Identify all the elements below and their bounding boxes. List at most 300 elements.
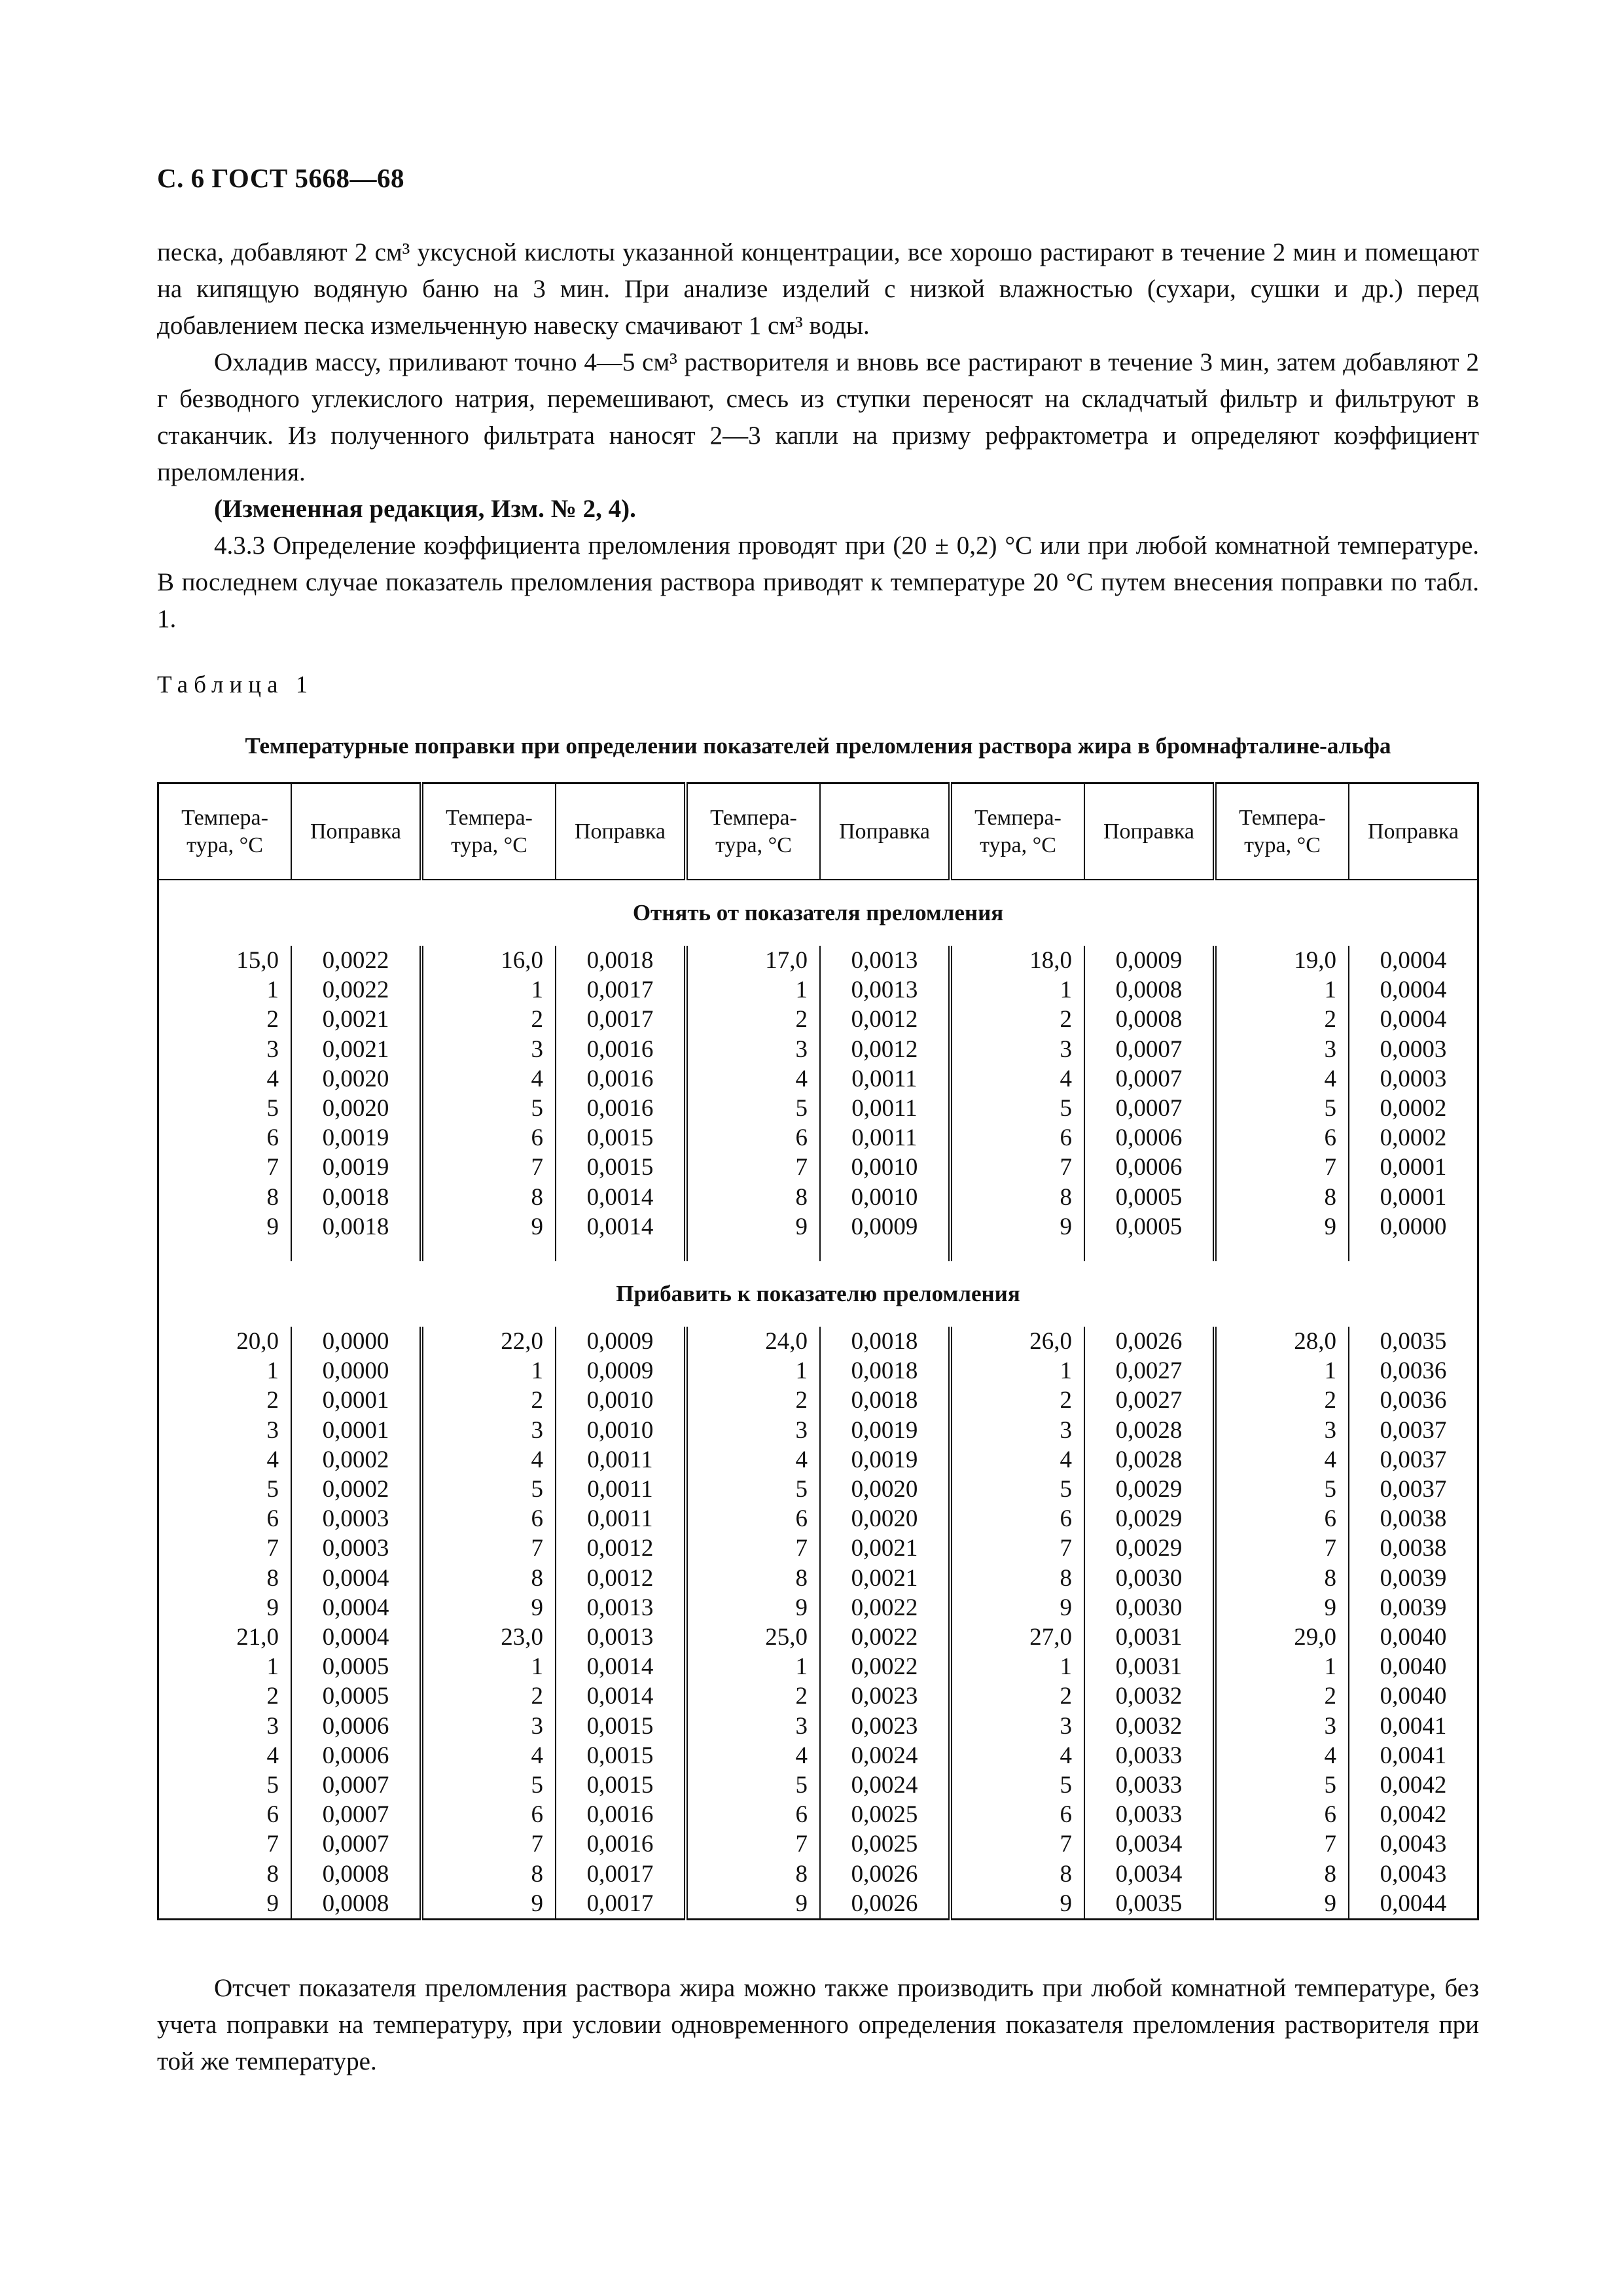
temperature-cell: 2	[686, 1386, 820, 1415]
temperature-cell: 4	[950, 1064, 1084, 1094]
temperature-cell: 5	[686, 1475, 820, 1504]
temperature-cell: 5	[1215, 1770, 1349, 1800]
temperature-cell: 2	[950, 1386, 1084, 1415]
correction-cell: 0,0011	[820, 1123, 950, 1153]
temperature-cell: 5	[158, 1094, 292, 1123]
table-row	[158, 946, 1478, 975]
correction-cell: 0,0010	[556, 1416, 686, 1445]
section-title: Отнять от показателя преломления	[632, 900, 1004, 926]
temperature-cell: 7	[1215, 1153, 1349, 1182]
temperature-cell: 5	[421, 1770, 556, 1800]
correction-cell: 0,0025	[820, 1829, 950, 1859]
temperature-cell: 2	[686, 1005, 820, 1034]
temperature-cell: 6	[421, 1800, 556, 1829]
temperature-cell: 5	[686, 1094, 820, 1123]
footer-paragraph: Отсчет показателя преломления раствора жира можно также производить при любой комнатной температуре, без учета поправки на температуру, при условии одновременного определения показателя преломления растворителя при той же температуре.	[157, 1974, 1479, 2075]
temperature-cell: 7	[158, 1534, 292, 1563]
temperature-cell: 2	[421, 1681, 556, 1711]
correction-cell: 0,0003	[291, 1504, 421, 1534]
correction-cell: 0,0036	[1380, 1357, 1447, 1385]
correction-cell: 0,0037	[1380, 1446, 1447, 1473]
temperature-cell: 2	[950, 1005, 1084, 1034]
correction-cell: 0,0007	[1084, 1064, 1215, 1094]
correction-cell: 0,0031	[1084, 1652, 1215, 1681]
correction-cell: 0,0018	[291, 1212, 421, 1242]
header-correction: Поправка	[291, 783, 421, 880]
correction-cell: 0,0021	[291, 1005, 421, 1034]
temperature-cell: 4	[421, 1064, 556, 1094]
temperature-cell: 8	[158, 1183, 292, 1212]
correction-cell: 0,0035	[1380, 1328, 1447, 1355]
table-row	[158, 1035, 1478, 1064]
temperature-cell: 19,0	[1215, 946, 1349, 975]
temperature-cell: 7	[158, 1153, 292, 1182]
temperature-cell: 1	[421, 1652, 556, 1681]
table-row	[158, 1741, 1478, 1770]
correction-cell: 0,0009	[1084, 946, 1215, 975]
temperature-cell: 4	[158, 1064, 292, 1094]
table-label: Таблица 1	[157, 672, 314, 698]
temperature-cell: 9	[1215, 1889, 1349, 1920]
temperature-cell: 7	[950, 1534, 1084, 1563]
correction-cell: 0,0010	[820, 1183, 950, 1212]
correction-cell: 0,0004	[291, 1593, 421, 1623]
table-row	[158, 1183, 1478, 1212]
correction-cell: 0,0026	[1084, 1327, 1215, 1356]
temperature-cell: 24,0	[686, 1327, 820, 1356]
table-row	[158, 1800, 1478, 1829]
temperature-cell: 4	[950, 1445, 1084, 1475]
correction-cell: 0,0022	[291, 975, 421, 1005]
temperature-cell: 2	[158, 1005, 292, 1034]
correction-cell: 0,0008	[1084, 1005, 1215, 1034]
header-correction: Поправка	[1084, 783, 1215, 880]
page-header: С. 6 ГОСТ 5668—68	[157, 163, 405, 193]
temperature-cell: 1	[158, 1356, 292, 1386]
temperature-cell: 3	[950, 1416, 1084, 1445]
correction-cell: 0,0022	[820, 1623, 950, 1652]
correction-cell: 0,0007	[291, 1829, 421, 1859]
correction-cell: 0,0003	[1380, 1065, 1447, 1092]
temperature-cell: 1	[421, 975, 556, 1005]
correction-cell: 0,0006	[291, 1712, 421, 1741]
correction-cell: 0,0017	[556, 1889, 686, 1920]
temperature-cell: 26,0	[950, 1327, 1084, 1356]
temperature-cell: 4	[950, 1741, 1084, 1770]
temperature-cell: 16,0	[421, 946, 556, 975]
table-row	[158, 1652, 1478, 1681]
correction-cell: 0,0012	[556, 1534, 686, 1563]
temperature-cell: 9	[158, 1593, 292, 1623]
temperature-cell: 1	[686, 1652, 820, 1681]
temperature-cell: 7	[1215, 1829, 1349, 1859]
temperature-cell: 8	[686, 1183, 820, 1212]
table-row	[158, 1327, 1478, 1356]
correction-cell: 0,0036	[1380, 1387, 1447, 1414]
correction-cell: 0,0034	[1084, 1859, 1215, 1889]
spacer-cell	[1215, 1242, 1349, 1261]
body-text	[157, 234, 1479, 637]
table-row	[158, 1712, 1478, 1741]
table-row	[158, 1005, 1478, 1034]
correction-cell: 0,0028	[1084, 1445, 1215, 1475]
correction-cell: 0,0020	[820, 1475, 950, 1504]
temperature-cell: 7	[421, 1829, 556, 1859]
spacer-cell	[291, 1242, 421, 1261]
temperature-cell: 2	[158, 1386, 292, 1415]
temperature-cell: 6	[421, 1123, 556, 1153]
temperature-cell: 3	[158, 1712, 292, 1741]
correction-cell: 0,0001	[1380, 1154, 1447, 1181]
temperature-cell: 27,0	[950, 1623, 1084, 1652]
correction-cell: 0,0005	[1084, 1212, 1215, 1242]
correction-cell: 0,0033	[1084, 1800, 1215, 1829]
correction-cell: 0,0022	[820, 1593, 950, 1623]
correction-cell: 0,0037	[1380, 1476, 1447, 1503]
temperature-cell: 8	[421, 1564, 556, 1593]
temperature-cell: 7	[421, 1153, 556, 1182]
correction-cell: 0,0001	[291, 1416, 421, 1445]
table-row	[158, 1356, 1478, 1386]
temperature-cell: 8	[1215, 1564, 1349, 1593]
correction-cell: 0,0041	[1380, 1742, 1447, 1769]
correction-cell: 0,0017	[556, 1005, 686, 1034]
correction-cell: 0,0006	[291, 1741, 421, 1770]
correction-cell: 0,0020	[291, 1094, 421, 1123]
correction-cell: 0,0005	[1084, 1183, 1215, 1212]
correction-table	[157, 782, 1479, 1920]
temperature-cell: 25,0	[686, 1623, 820, 1652]
correction-cell: 0,0021	[820, 1564, 950, 1593]
temperature-cell: 7	[686, 1153, 820, 1182]
temperature-cell: 6	[158, 1123, 292, 1153]
correction-cell: 0,0023	[820, 1681, 950, 1711]
temperature-cell: 7	[158, 1829, 292, 1859]
temperature-cell: 6	[158, 1504, 292, 1534]
table-row	[158, 1681, 1478, 1711]
correction-cell: 0,0001	[291, 1386, 421, 1415]
amendment-note: (Измененная редакция, Изм. № 2, 4).	[214, 495, 636, 523]
temperature-cell: 3	[686, 1712, 820, 1741]
table-row	[158, 1889, 1478, 1920]
correction-cell: 0,0004	[1380, 977, 1447, 1004]
temperature-cell: 3	[1215, 1416, 1349, 1445]
header-temperature: Темпера-тура, °С	[950, 783, 1084, 880]
temperature-cell: 4	[158, 1741, 292, 1770]
correction-cell: 0,0039	[1380, 1564, 1447, 1592]
temperature-cell: 6	[950, 1123, 1084, 1153]
temperature-cell: 9	[950, 1889, 1084, 1920]
spacer-cell	[1349, 1242, 1478, 1261]
temperature-cell: 22,0	[421, 1327, 556, 1356]
header-temperature: Темпера-тура, °С	[1215, 783, 1349, 880]
temperature-cell: 3	[421, 1712, 556, 1741]
temperature-cell: 2	[421, 1386, 556, 1415]
correction-cell: 0,0019	[820, 1416, 950, 1445]
correction-cell: 0,0004	[291, 1564, 421, 1593]
table-row	[158, 1770, 1478, 1800]
temperature-cell: 3	[686, 1416, 820, 1445]
correction-cell: 0,0031	[1084, 1623, 1215, 1652]
spacer-cell	[421, 1242, 556, 1261]
temperature-cell: 2	[158, 1681, 292, 1711]
temperature-cell: 4	[1215, 1741, 1349, 1770]
correction-cell: 0,0019	[291, 1153, 421, 1182]
temperature-cell: 5	[421, 1094, 556, 1123]
temperature-cell: 4	[686, 1445, 820, 1475]
temperature-cell: 7	[950, 1153, 1084, 1182]
correction-cell: 0,0011	[820, 1064, 950, 1094]
temperature-cell: 5	[158, 1770, 292, 1800]
temperature-cell: 8	[1215, 1183, 1349, 1212]
correction-cell: 0,0018	[291, 1183, 421, 1212]
temperature-cell: 3	[158, 1035, 292, 1064]
paragraph-continuation: песка, добавляют 2 см³ уксусной кислоты указанной концентрации, все хорошо растирают в течение 2 мин и помещают на кипящую водяную баню на 3 мин. При анализе изделий с низкой влажностью (сухари, сушки и др.) перед добавлением песка измельченную навеску смачивают 1 см³ воды.	[157, 238, 1479, 340]
correction-cell: 0,0006	[1084, 1153, 1215, 1182]
correction-cell: 0,0013	[556, 1593, 686, 1623]
temperature-cell: 3	[950, 1035, 1084, 1064]
correction-cell: 0,0020	[291, 1064, 421, 1094]
correction-cell: 0,0014	[556, 1212, 686, 1242]
correction-cell: 0,0022	[820, 1652, 950, 1681]
header-temperature: Темпера-тура, °С	[158, 783, 292, 880]
temperature-cell: 1	[1215, 1356, 1349, 1386]
correction-cell: 0,0035	[1084, 1889, 1215, 1920]
correction-cell: 0,0033	[1084, 1770, 1215, 1800]
correction-cell: 0,0033	[1084, 1741, 1215, 1770]
temperature-cell: 8	[421, 1859, 556, 1889]
correction-cell: 0,0002	[1380, 1095, 1447, 1122]
temperature-cell: 7	[1215, 1534, 1349, 1563]
temperature-cell: 8	[158, 1564, 292, 1593]
correction-cell: 0,0002	[1380, 1124, 1447, 1152]
temperature-cell: 4	[686, 1064, 820, 1094]
correction-cell: 0,0023	[820, 1712, 950, 1741]
correction-cell: 0,0029	[1084, 1534, 1215, 1563]
temperature-cell: 23,0	[421, 1623, 556, 1652]
section-title: Прибавить к показателю преломления	[616, 1281, 1020, 1307]
temperature-cell: 2	[1215, 1005, 1349, 1034]
temperature-cell: 4	[158, 1445, 292, 1475]
temperature-cell: 7	[686, 1829, 820, 1859]
correction-cell: 0,0029	[1084, 1475, 1215, 1504]
correction-cell: 0,0038	[1380, 1535, 1447, 1562]
temperature-cell: 3	[421, 1035, 556, 1064]
temperature-cell: 4	[686, 1741, 820, 1770]
correction-cell: 0,0012	[820, 1035, 950, 1064]
temperature-cell: 1	[1215, 1652, 1349, 1681]
table-body	[158, 880, 1478, 1920]
table-row	[158, 1475, 1478, 1504]
temperature-cell: 3	[158, 1416, 292, 1445]
correction-cell: 0,0009	[820, 1212, 950, 1242]
correction-cell: 0,0040	[1380, 1683, 1447, 1710]
temperature-cell: 28,0	[1215, 1327, 1349, 1356]
temperature-cell: 1	[686, 1356, 820, 1386]
correction-cell: 0,0016	[556, 1064, 686, 1094]
correction-cell: 0,0028	[1084, 1416, 1215, 1445]
correction-cell: 0,0015	[556, 1712, 686, 1741]
correction-cell: 0,0008	[1084, 975, 1215, 1005]
temperature-cell: 1	[1215, 975, 1349, 1005]
correction-cell: 0,0017	[556, 975, 686, 1005]
correction-cell: 0,0014	[556, 1183, 686, 1212]
correction-cell: 0,0040	[1380, 1653, 1447, 1681]
temperature-cell: 7	[950, 1829, 1084, 1859]
correction-cell: 0,0000	[1380, 1213, 1447, 1240]
header-correction: Поправка	[1349, 783, 1478, 880]
table-row	[158, 1534, 1478, 1563]
table-row	[158, 1829, 1478, 1859]
correction-cell: 0,0002	[291, 1475, 421, 1504]
temperature-cell: 3	[1215, 1712, 1349, 1741]
correction-cell: 0,0016	[556, 1800, 686, 1829]
correction-cell: 0,0005	[291, 1681, 421, 1711]
temperature-cell: 5	[686, 1770, 820, 1800]
temperature-cell: 2	[950, 1681, 1084, 1711]
correction-cell: 0,0017	[556, 1859, 686, 1889]
correction-cell: 0,0020	[820, 1504, 950, 1534]
correction-cell: 0,0012	[820, 1005, 950, 1034]
temperature-cell: 8	[950, 1859, 1084, 1889]
table-row	[158, 1123, 1478, 1153]
correction-cell: 0,0018	[556, 946, 686, 975]
temperature-cell: 20,0	[158, 1327, 292, 1356]
correction-cell: 0,0009	[556, 1327, 686, 1356]
temperature-cell: 2	[421, 1005, 556, 1034]
temperature-cell: 8	[421, 1183, 556, 1212]
temperature-cell: 5	[950, 1094, 1084, 1123]
spacer-cell	[820, 1242, 950, 1261]
correction-cell: 0,0043	[1380, 1831, 1447, 1858]
table-row	[158, 1593, 1478, 1623]
temperature-cell: 2	[686, 1681, 820, 1711]
correction-cell: 0,0007	[1084, 1094, 1215, 1123]
correction-cell: 0,0013	[820, 946, 950, 975]
correction-cell: 0,0014	[556, 1681, 686, 1711]
correction-cell: 0,0013	[820, 975, 950, 1005]
correction-cell: 0,0021	[291, 1035, 421, 1064]
temperature-cell: 2	[1215, 1386, 1349, 1415]
correction-cell: 0,0011	[820, 1094, 950, 1123]
correction-cell: 0,0007	[1084, 1035, 1215, 1064]
correction-cell: 0,0022	[291, 946, 421, 975]
temperature-cell: 6	[1215, 1504, 1349, 1534]
temperature-cell: 8	[950, 1564, 1084, 1593]
temperature-cell: 8	[686, 1564, 820, 1593]
table-row	[158, 1564, 1478, 1593]
correction-cell: 0,0015	[556, 1123, 686, 1153]
temperature-cell: 8	[950, 1183, 1084, 1212]
temperature-cell: 9	[421, 1889, 556, 1920]
temperature-cell: 6	[421, 1504, 556, 1534]
temperature-cell: 6	[158, 1800, 292, 1829]
table-row	[158, 1445, 1478, 1475]
table-row	[158, 1094, 1478, 1123]
correction-cell: 0,0018	[820, 1356, 950, 1386]
correction-cell: 0,0034	[1084, 1829, 1215, 1859]
correction-cell: 0,0016	[556, 1035, 686, 1064]
temperature-cell: 6	[686, 1504, 820, 1534]
correction-cell: 0,0032	[1084, 1712, 1215, 1741]
temperature-cell: 3	[421, 1416, 556, 1445]
temperature-cell: 1	[158, 975, 292, 1005]
correction-cell: 0,0011	[556, 1504, 686, 1534]
table-caption: Температурные поправки при определении показателей преломления раствора жира в бромнафталине-альфа	[245, 733, 1391, 759]
header-temperature: Темпера-тура, °С	[421, 783, 556, 880]
correction-cell: 0,0003	[291, 1534, 421, 1563]
temperature-cell: 1	[950, 1356, 1084, 1386]
temperature-cell: 8	[1215, 1859, 1349, 1889]
temperature-cell: 6	[950, 1504, 1084, 1534]
correction-cell: 0,0041	[1380, 1712, 1447, 1740]
correction-cell: 0,0015	[556, 1741, 686, 1770]
spacer-cell	[556, 1242, 686, 1261]
temperature-cell: 3	[1215, 1035, 1349, 1064]
table-header-row	[158, 783, 1478, 880]
correction-cell: 0,0010	[820, 1153, 950, 1182]
correction-cell: 0,0010	[556, 1386, 686, 1415]
temperature-cell: 6	[1215, 1123, 1349, 1153]
table-row	[158, 1064, 1478, 1094]
temperature-cell: 9	[158, 1889, 292, 1920]
paragraph-cooling: Охладив массу, приливают точно 4—5 см³ растворителя и вновь все растирают в течение 3 мин, затем добавляют 2 г безводного углекислого натрия, перемешивают, смесь из ступки переносят на складчатый фильтр и фильтруют в стаканчик. Из полученного фильтрата наносят 2—3 капли на призму рефрактометра и определяют коэффициент преломления.	[157, 348, 1479, 486]
correction-cell: 0,0001	[1380, 1183, 1447, 1211]
table-row	[158, 1212, 1478, 1242]
temperature-cell: 9	[950, 1593, 1084, 1623]
header-correction: Поправка	[820, 783, 950, 880]
temperature-cell: 5	[1215, 1475, 1349, 1504]
temperature-cell: 3	[686, 1035, 820, 1064]
header-correction: Поправка	[556, 783, 686, 880]
correction-cell: 0,0042	[1380, 1801, 1447, 1829]
correction-cell: 0,0018	[820, 1327, 950, 1356]
temperature-cell: 9	[1215, 1212, 1349, 1242]
temperature-cell: 21,0	[158, 1623, 292, 1652]
temperature-cell: 9	[421, 1593, 556, 1623]
temperature-cell: 9	[686, 1212, 820, 1242]
correction-cell: 0,0002	[291, 1445, 421, 1475]
temperature-cell: 7	[686, 1534, 820, 1563]
correction-cell: 0,0021	[820, 1534, 950, 1563]
correction-cell: 0,0015	[556, 1153, 686, 1182]
table-row	[158, 1416, 1478, 1445]
correction-cell: 0,0007	[291, 1770, 421, 1800]
correction-cell: 0,0042	[1380, 1772, 1447, 1799]
correction-cell: 0,0038	[1380, 1505, 1447, 1533]
correction-cell: 0,0025	[820, 1800, 950, 1829]
correction-cell: 0,0030	[1084, 1593, 1215, 1623]
correction-cell: 0,0037	[1380, 1416, 1447, 1444]
temperature-cell: 1	[158, 1652, 292, 1681]
correction-cell: 0,0026	[820, 1889, 950, 1920]
temperature-cell: 9	[158, 1212, 292, 1242]
correction-cell: 0,0012	[556, 1564, 686, 1593]
correction-cell: 0,0026	[820, 1859, 950, 1889]
correction-cell: 0,0043	[1380, 1860, 1447, 1888]
correction-cell: 0,0019	[291, 1123, 421, 1153]
temperature-cell: 5	[950, 1770, 1084, 1800]
temperature-cell: 9	[421, 1212, 556, 1242]
correction-cell: 0,0009	[556, 1356, 686, 1386]
correction-cell: 0,0006	[1084, 1123, 1215, 1153]
correction-cell: 0,0011	[556, 1475, 686, 1504]
correction-cell: 0,0008	[291, 1889, 421, 1920]
temperature-cell: 1	[421, 1356, 556, 1386]
correction-cell: 0,0024	[820, 1770, 950, 1800]
header-temperature: Темпера-тура, °С	[686, 783, 820, 880]
temperature-cell: 4	[1215, 1064, 1349, 1094]
